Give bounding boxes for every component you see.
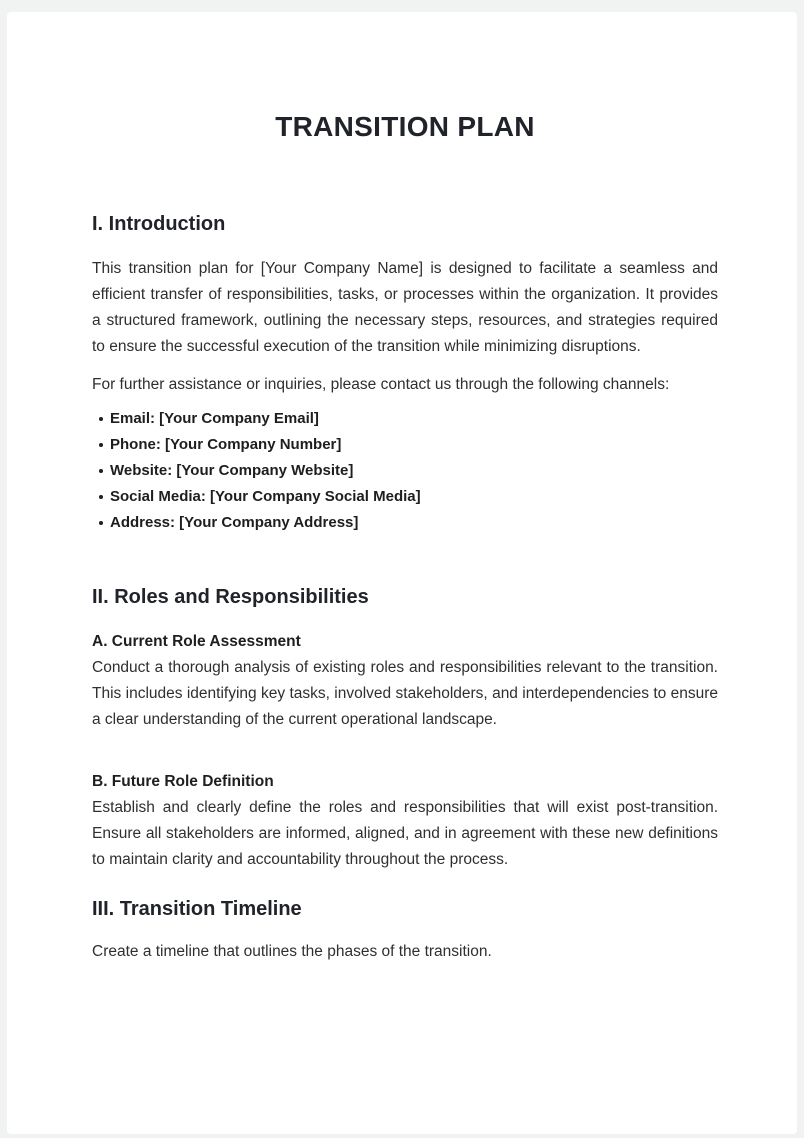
subsection-heading-future-role-definition: B. Future Role Definition (92, 773, 274, 790)
contact-item-phone: Phone: [Your Company Number] (92, 432, 718, 458)
document-page (7, 12, 797, 1134)
subsection-current-role-assessment (92, 629, 718, 733)
page-title: TRANSITION PLAN (275, 111, 535, 142)
contact-intro-line: For further assistance or inquiries, please contact us through the following channels: (92, 376, 670, 393)
contact-list (92, 406, 718, 536)
section-heading-introduction: I. Introduction (92, 213, 226, 235)
introduction-paragraph: This transition plan for [Your Company Name] is designed to facilitate a seamless and efficient transfer of responsibilities, tasks, or processes within the organization. It provides a structured framework, outlining the necessary steps, resources, and strategies required to ensure the successful execution of the transition while minimizing disruptions. (92, 260, 718, 355)
contact-item-email: Email: [Your Company Email] (92, 406, 718, 432)
current-role-assessment-paragraph: Conduct a thorough analysis of existing roles and responsibilities relevant to the transition. This includes identifying key tasks, involved stakeholders, and interdependencies to ensure a clear understanding of the current operational landscape. (92, 659, 718, 728)
future-role-definition-paragraph: Establish and clearly define the roles and responsibilities that will exist post-transition. Ensure all stakeholders are informed, aligned, and in agreement with these new definitions to maintain clarity and accountability throughout the process. (92, 799, 718, 868)
contact-item-address: Address: [Your Company Address] (92, 510, 718, 536)
transition-timeline-paragraph: Create a timeline that outlines the phases of the transition. (92, 943, 492, 960)
document-content (7, 112, 797, 965)
section-heading-transition-timeline: III. Transition Timeline (92, 898, 302, 920)
subsection-heading-current-role-assessment: A. Current Role Assessment (92, 633, 301, 650)
section-heading-roles-responsibilities: II. Roles and Responsibilities (92, 586, 369, 608)
contact-item-website: Website: [Your Company Website] (92, 458, 718, 484)
contact-item-social-media: Social Media: [Your Company Social Media] (92, 484, 718, 510)
subsection-future-role-definition (92, 769, 718, 873)
